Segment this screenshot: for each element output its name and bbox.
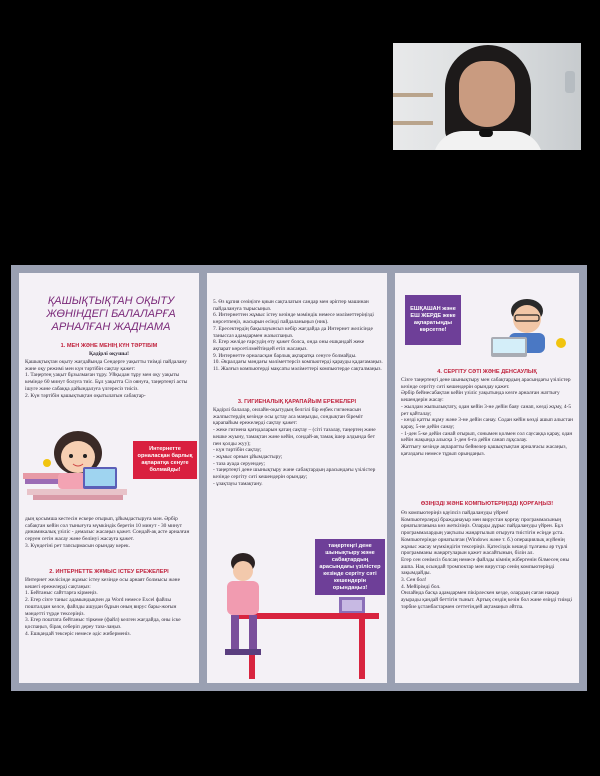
privacy-callout-box: ЕШҚАШАН және ЕШ ЖЕРДЕ жеке ақпаратыңды көрсетпе! — [405, 295, 461, 345]
schedule-text: Қашықтықтан оқыту жағдайында Сендерге уақытты тиімді пайдалану және оқу режимі мен күн тәртібін сақтау қажет: 1. Таңертең уақыт бұзылмаған тұру. Уйқыдан тұру мен оқу уақыты кемінде 60 минут болуға тиіс. Бұл уақытта Сіз оянуға, таңертеңгі асты ішуге және сабаққа дайындалуға үлгересіз тиісіз. 2. Күн тәртібін қашықтықтан оқытылатын сабақтар- — [25, 359, 188, 399]
internet-warning-box: Интернетте орналасқан барлық ақпаратқа сенуге болмайды! — [133, 441, 197, 479]
brochure-panel-left — [19, 273, 199, 683]
hygiene-text: Қадірлі балалар, онлайн-оқытудың белгілі бір еңбек гигиенасын жалпыстердің кезінде осы ұстау аса маңызды, сондықтан біреміт қарапайым ережелерді сақтау қажет: - жеке гигиена қағидаларын қатаң сақтау – (сіті тазалау, таңертең және кешке жуыну, тамақтан және кейін, сондай-ақ тамақ ішер алдында бет пен қолды жуу); - күн тәртібін сақтау; - жұмыс орнын ұйымдастыру; - таза ауада серуендеу; - таңертеңгі дене шынықтыру және сабақтардың арасындағы үзілістер кезінде сергіту сәті кешендерін орындау; - ұзақтауы тамақтану. — [213, 407, 376, 487]
exercise-text: Сізге таңертеңгі дене шынықтыру мен сабақтардың арасындағы үзілістер кезінде сергіту сәті кешендерін орындау қажет. Әрбір бейнесабақтан кейін үзіліс уақытында көзге арналған жаттығу кешендерін жасау: - жылдам жыпылықтату, одан кейін 3-не дейін баяу санап, көзді жұму, 4-5 рет қайталау; - көзді қатты жұму және 3-не дейін санау. Содан кейін көзді ашып алыстан қарау, 5-не дейін санау; - 1-ден 5-ке дейін санай отырып, сонымен қолмен сол саусаққа қарау, одан кейін жақында алысқа 1-ден 6-ға дейін санап лұқсалау. Жаттығу кезінде ақпаратты бейнелер қашықтықтан арналғасы жасаңыз, қағаздағы немесе тұрып орындаңыз. — [401, 377, 573, 457]
section-heading-schedule: 1. МЕН ЖӘНЕ МЕНІҢ КҮН ТӘРТІБІМ — [60, 343, 158, 349]
webcam-person-face — [459, 61, 515, 127]
greeting: Қадірлі оқушы! — [88, 351, 130, 357]
webcam-video-thumbnail[interactable] — [393, 43, 581, 150]
brochure-panel-middle — [207, 273, 387, 683]
headset-mic-icon — [479, 129, 493, 137]
boy-laptop-illustration — [487, 291, 573, 363]
shared-brochure — [11, 265, 587, 691]
webcam-shelf-lower — [393, 121, 433, 125]
brochure-panel-right — [395, 273, 579, 683]
brochure-title: ҚАШЫҚТЫҚТАН ОҚЫТУ ЖӨНІНДЕГІ БАЛАЛАРҒА АРНАЛҒАН ЖАДНАМА — [46, 295, 176, 333]
internet-rules-continued: 5. Өз құпия сөзіңізге қиын сақталатын сандар мен әріптер машинан пайдалануға тырысыңыз. 6. Интернеттен жұмыс істеу кезінде мәміндік немесе мәліметтеріңізді көрсетпеңіз, жасырын есінді пайдаланыңыз (ник). 7. Ересектердің бақылауынсыз кебір жағдайда да Интернет желісінде таныссаз адамдармен жазыспаңыз. 8. Егер желіде ғарсудің өту қажет болса, онда оны ешқандай жеке ақпарат көрсетілмейтіндей етіп жасаңыз. 9. Интернетте орналасқан барлық ақпаратқа сенуге болмайды. 10. Әкралдағы мәндағы мәліметтерсіз компьютерді қарауды қадағамаңыз. 11. Жалғыз компьютерді мақсаты мәліметтері компьютерде сақталмаңыз. — [213, 299, 383, 373]
schedule-text-continued: дың қосымша кестесін ескере отырып, ұйымдастыруға мән. Әрбір сабақтан кейін сол тынығуға мүмкіндік беретін 10 минут - 30 минут динамикалық үзіліс - демалыс жасаңыз қажет. Сондай-ақ асте арналған серуен сетін жасау және бөлінуі жасауға қажет. 3. Күндегіні рет тапсырмасын орындау керек. — [25, 516, 190, 549]
section-heading-protect: ӨЗІҢІЗДІ ЖӘНЕ КОМПЬЮТЕРІҢІЗДІ ҚОРҒАҢЫЗ! — [420, 501, 554, 507]
section-heading-exercise: 4. СЕРГІТУ СӘТІ ЖӘНЕ ДЕНСАУЛЫҚ — [437, 369, 537, 375]
protect-text: Өз компьютеріңіз қауіпсіз пайдалануды үйрен! Компьютерлерді бражданауыр мен вирустан қорғау программасының орнатылғанына көз жеткізіңіз. Оларды дұрыс пайдалануды үйрен. Бұл программалардың уақтылы жаңартылып отыруға тиістігін есіңде ұста. Компьютерінде орнатылған (Windows және т. б.) операциялық жүйенің жұмыс жасау мүмкіндігін тексеріңіз. Қатесіздік кешеді тұлғаны әр түрлі программаны жаңартуларын қажет жасайтынын, білін ал. Егер сен сенімсіз болсаң немесе файлды кімнің жібергенін білмесең оны ашпа. Нақ осындай тромпоктар мен вирустар сенің компьютеріңді зақымдайды. 3. Сен бол! 4. Мейірімді бол. Онлайнда басқа адамдармен пікірлескен кезде, олардың саған нақыр ауырады қандай беттігін тыныт. Артық сөздің кезін бол және өзіңді тиімді тәрбие ұстанбастармен сеттетіндей ақтамаңыз әйтпа. — [401, 510, 573, 610]
section-heading-hygiene: 3. ГИГИЕНАЛЫҚ ҚАРАПАЙЫМ ЕРЕЖЕЛЕРІ — [237, 399, 357, 405]
exercise-reminder-box: таңертеңгі дене шынықтыру және сабақтардың арасындағы үзілістер кезінде сергіту сәті кешендерін орындаңыз! — [315, 539, 385, 595]
section-heading-internet-rules: 2. ИНТЕРНЕТТЕ ЖҰМЫС ІСТЕУ ЕРЕЖЕЛЕРІ — [49, 569, 169, 575]
webcam-lamp — [565, 71, 575, 93]
internet-rules-text: Интернет желісінде жұмыс істеу кезінде осы арнаят болмысы және кешегі ережелерді сақтаңыз: 1. Бейтаныс сайттарға кірмеңіз. 2. Егер сізге таныс адамындықпен да Word немесе Excel файлы пошталдан келсе, файлды ашудан бұрын оның вирус бары-жоғын мәндетті түрде тексеріңіз. 3. Егер поштата бейтаныс тіркеме (файл) келген жағдайда, оны іске қоспаңыз, бірақ себеріп дереу таза-лаңыз. 4. Ешқандай тексеріс немесе әдіс жиберменіз. — [25, 577, 181, 637]
webcam-shelf — [393, 93, 433, 97]
girl-laptop-illustration — [23, 423, 133, 509]
